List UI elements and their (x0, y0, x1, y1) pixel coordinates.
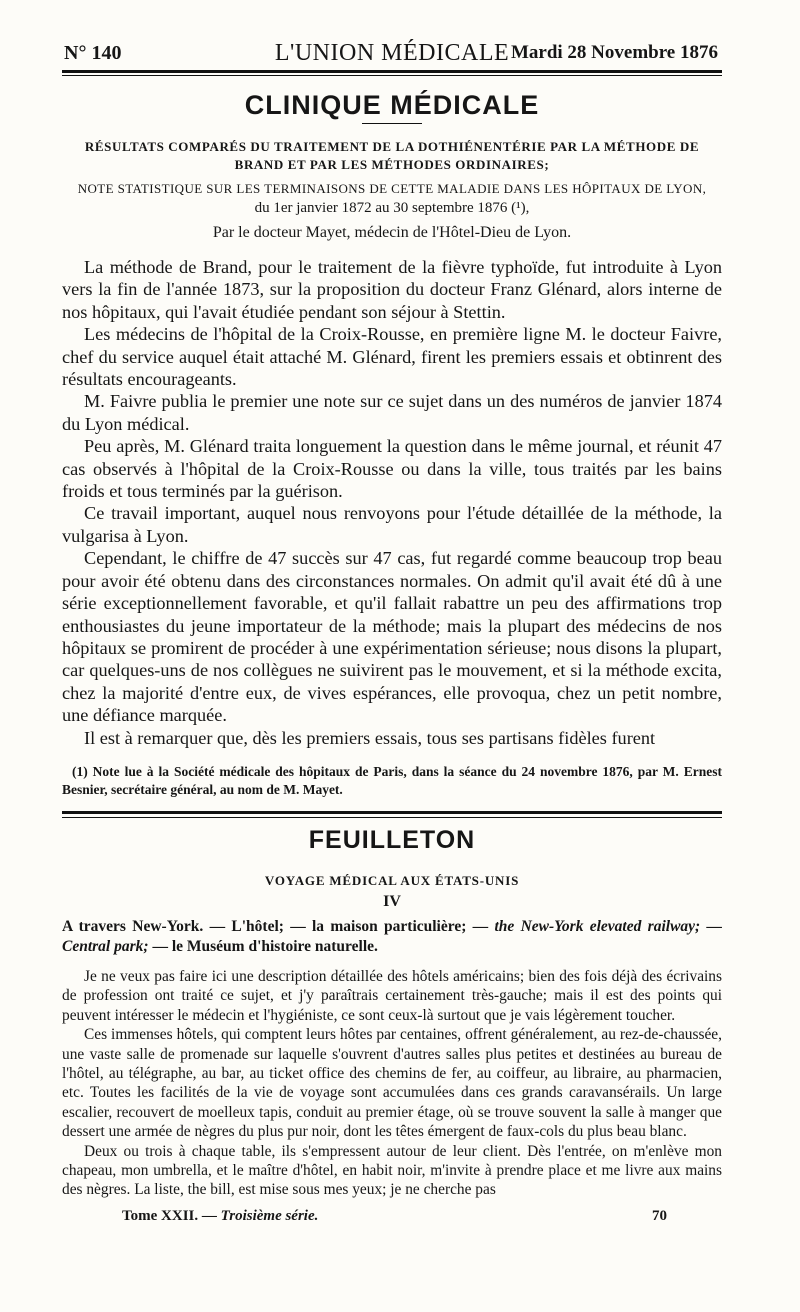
article-subtitle: RÉSULTATS COMPARÉS DU TRAITEMENT DE LA DOTHIÉNENTÉRIE PAR LA MÉTHODE DE BRAND ET PAR LES MÉTHODES ORDINAIRES; (84, 139, 700, 172)
paragraph: Ces immenses hôtels, qui comptent leurs hôtes par centaines, offrent généralement, au rez-de-chaussée, une vaste salle de promenade sur laquelle s'ouvrent d'autres salles plus petites et destinées au bureau de l'hôtel, au télégraphe, au bar, au ticket office des chemins de fer, au coiffeur, au libraire, au pharmacien, etc. Toutes les facilités de la vie de voyage sont accumulées dans ces grands caravansérails. Un large escalier, recouvert de moelleux tapis, conduit au premier étage, où se trouve souvent la salle à manger que dessert une armée de nègres du plus pur noir, dont les têtes émergent de faux-cols du plus beau blanc. (62, 1026, 722, 1141)
paragraph: Peu après, M. Glénard traita longuement la question dans le même journal, et réunit 47 cas observés à l'hôpital de la Croix-Rousse ou dans la ville, tous traités par les bains froids et tous terminés par la guérison. (62, 436, 722, 502)
paragraph: La méthode de Brand, pour le traitement de la fièvre typhoïde, fut introduite à Lyon vers la fin de l'année 1873, sur la proposition du docteur Franz Glénard, alors interne de nos hôpitaux, qui l'avait étudiée pendant son séjour à Stettin. (62, 257, 722, 322)
article-note-line: NOTE STATISTIQUE SUR LES TERMINAISONS DE CETTE MALADIE DANS LES HÔPITAUX DE LYON, (77, 181, 707, 196)
article-dates-line: du 1er janvier 1872 au 30 septembre 1876 (¹), (254, 200, 530, 216)
clinique-article-body (62, 256, 722, 749)
journal-title: L'UNION MÉDICALE (274, 40, 510, 66)
paragraph: Ce travail important, auquel nous renvoyons pour l'étude détaillée de la méthode, la vulgarisa à Lyon. (62, 503, 722, 546)
issue-number: N° 140 (64, 42, 122, 64)
subheading-part: — le Muséum d'histoire naturelle. (148, 937, 378, 955)
page-number: 70 (652, 1207, 667, 1224)
article-author: Par le docteur Mayet, médecin de l'Hôtel-Dieu de Lyon. (212, 224, 572, 241)
chapter-number: IV (383, 892, 401, 910)
subheading-italic: the New-York elevated railway; — Central park; (62, 917, 722, 955)
paragraph: Cependant, le chiffre de 47 succès sur 47 cas, fut regardé comme beaucoup trop beau pour avoir été obtenu dans des circonstances normales. On admit qu'il avait été dû à une série exceptionnellement favorable, et qu'il fallait rabattre un peu des affirmations trop enthousiastes du jeune importateur de la méthode; mais la plupart des médecins de nos hôpitaux se promirent de procéder à une expérimentation sérieuse; nous disons la plupart, car quelques-uns de nos collègues ne suivirent pas le mouvement, et si la méthode excita, chez la majorité d'entre eux, de vives espérances, elle provoqua, chez un petit nombre, une défiance marquée. (62, 548, 722, 726)
paragraph: Les médecins de l'hôpital de la Croix-Rousse, en première ligne M. le docteur Faivre, chef du service auquel était attaché M. Glénard, firent les premiers essais et obtinrent des résultats encourageants. (62, 324, 722, 390)
header-rule-thin (62, 75, 722, 76)
feuilleton-subheading (62, 917, 722, 957)
page-header (62, 36, 722, 70)
paragraph: Deux ou trois à chaque table, ils s'empressent autour de leur client. Dès l'entrée, on m'enlève mon chapeau, mon umbrella, et le maître d'hôtel, en habit noir, m'invite à prendre place et me livre aux mains des nègres. La liste, the bill, est mise sous mes yeux; je ne cherche pas (62, 1142, 722, 1199)
paragraph: M. Faivre publia le premier une note sur ce sujet dans un des numéros de janvier 1874 du Lyon médical. (62, 391, 722, 434)
feuilleton-rule-thick (62, 811, 722, 814)
paragraph: Je ne veux pas faire ici une description détaillée des hôtels américains; bien des fois déjà des écrivains de profession ont traité ce sujet, et j'y paraîtrais certainement très-gauche; mais il est des points qui peuvent intéresser le médecin et l'hygiéniste, ce sont ceux-là surtout que je vais légèrement toucher. (62, 967, 722, 1024)
feuilleton-subtitle: VOYAGE MÉDICAL AUX ÉTATS-UNIS (264, 872, 520, 888)
page-footer (62, 1208, 722, 1230)
newspaper-page (62, 36, 722, 1230)
clinique-section-title: CLINIQUE MÉDICALE (244, 90, 540, 120)
title-divider (362, 123, 422, 124)
tome-number: Tome XXII. — (122, 1207, 221, 1224)
feuilleton-rule-thin (62, 817, 722, 818)
header-rule-thick (62, 70, 722, 73)
issue-date: Mardi 28 Novembre 1876 (510, 42, 718, 63)
paragraph: Il est à remarquer que, dès les premiers essais, tous ses partisans fidèles furent (84, 727, 656, 748)
footnote: (1) Note lue à la Société médicale des hôpitaux de Paris, dans la séance du 24 novembre 1876, par M. Ernest Besnier, secrétaire général, au nom de M. Mayet. (62, 763, 722, 797)
tome-label (122, 1208, 318, 1225)
feuilleton-section-title: FEUILLETON (308, 825, 476, 854)
subheading-part: A travers New-York. — L'hôtel; — la maison particulière; — (62, 917, 495, 935)
series-label: Troisième série. (220, 1207, 319, 1224)
feuilleton-body (62, 967, 722, 1200)
